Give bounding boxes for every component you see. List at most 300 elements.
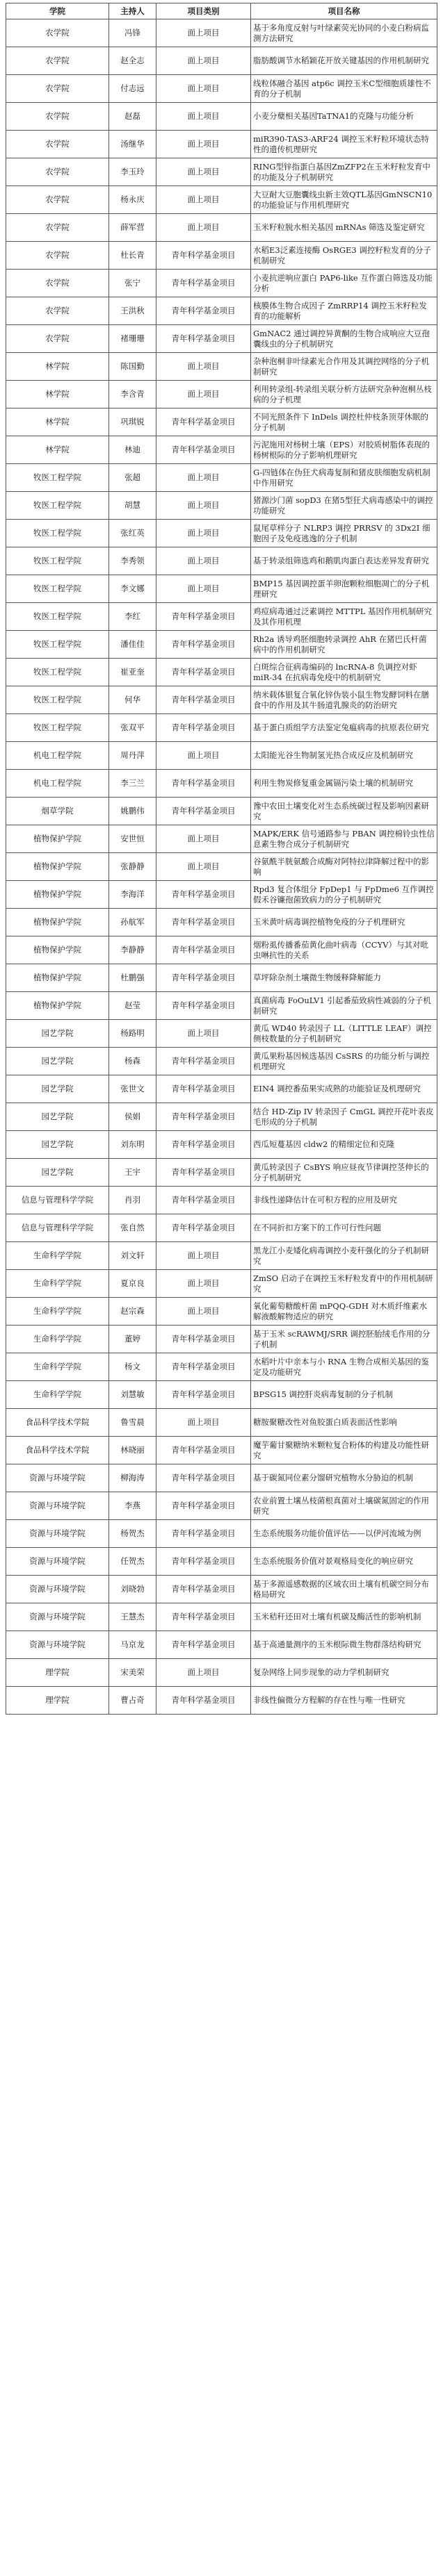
cell-title: MAPK/ERK 信号通路参与 PBAN 调控棉铃虫性信息素生物合成分子机制研究 xyxy=(251,825,437,853)
cell-category: 青年科学基金项目 xyxy=(156,659,251,686)
cell-category: 青年科学基金项目 xyxy=(156,1159,251,1187)
cell-host: 柳海涛 xyxy=(109,1464,156,1492)
cell-title: 谷氨酰半胱氨酸合成酶对阿特拉津降解过程中的影响 xyxy=(251,853,437,881)
cell-host: 张宁 xyxy=(109,270,156,297)
cell-host: 杜长青 xyxy=(109,242,156,270)
cell-college: 生命科学学院 xyxy=(6,1270,109,1298)
header-host: 主持人 xyxy=(109,3,156,19)
cell-host: 李海洋 xyxy=(109,881,156,909)
table-row xyxy=(6,436,437,464)
cell-college: 信息与管理科学学院 xyxy=(6,1187,109,1214)
table-row xyxy=(6,242,437,270)
cell-title: 复杂网络上同步现象的动力学机制研究 xyxy=(251,1659,437,1687)
cell-college: 信息与管理科学学院 xyxy=(6,1214,109,1242)
cell-college: 园艺学院 xyxy=(6,1131,109,1159)
cell-category: 面上项目 xyxy=(156,1020,251,1048)
cell-title: 玉米秸秆还田对土壤有机碳及酶活性的影响机制 xyxy=(251,1603,437,1631)
table-row xyxy=(6,964,437,992)
cell-category: 面上项目 xyxy=(156,131,251,158)
cell-title: 基于玉米 scRAWMJ/SRR 调控胚胎绒毛作用的分子机制 xyxy=(251,1326,437,1353)
cell-category: 青年科学基金项目 xyxy=(156,1576,251,1603)
table-row xyxy=(6,158,437,186)
cell-category: 面上项目 xyxy=(156,1409,251,1437)
cell-category: 面上项目 xyxy=(156,381,251,408)
cell-title: 线粒体融合基因 atp6c 调控玉米C型细胞质雄性不育的分子机制 xyxy=(251,75,437,103)
cell-college: 园艺学院 xyxy=(6,1048,109,1075)
cell-category: 面上项目 xyxy=(156,75,251,103)
table-row xyxy=(6,1103,437,1131)
cell-title: RING型锌指蛋白基因ZmZFP2在玉米籽粒发育中的功能及分子机制研究 xyxy=(251,158,437,186)
table-row xyxy=(6,270,437,297)
cell-category: 面上项目 xyxy=(156,186,251,214)
cell-host: 张世文 xyxy=(109,1075,156,1103)
cell-college: 理学院 xyxy=(6,1659,109,1687)
table-row xyxy=(6,1409,437,1437)
table-row xyxy=(6,103,437,131)
cell-category: 青年科学基金项目 xyxy=(156,1075,251,1103)
table-row xyxy=(6,186,437,214)
cell-college: 牧医工程学院 xyxy=(6,547,109,575)
cell-college: 牧医工程学院 xyxy=(6,714,109,742)
cell-title: Rh2a 诱导鸡胚细胞转录调控 AhR 在猪巴氏杆菌病中的作用机制研究 xyxy=(251,631,437,659)
table-row xyxy=(6,1631,437,1659)
table-row xyxy=(6,1520,437,1548)
cell-title: 太阳能光谷生物制氢光热合成反应及机制研究 xyxy=(251,742,437,770)
table-row xyxy=(6,714,437,742)
cell-category: 青年科学基金项目 xyxy=(156,909,251,936)
cell-college: 农学院 xyxy=(6,19,109,47)
cell-college: 生命科学学院 xyxy=(6,1242,109,1270)
cell-title: 纳米载体银复合氧化锌伪装小鼠生物发酵饲料在膳食中的作用及其牛肠道乳腺炎的防治研究 xyxy=(251,686,437,714)
cell-title: 糖胺聚糖改性对鱼胶蛋白质表面活性影响 xyxy=(251,1409,437,1437)
cell-title: 非线性递降估计在可积方程的应用及研究 xyxy=(251,1187,437,1214)
cell-category: 青年科学基金项目 xyxy=(156,603,251,631)
cell-title: 西瓜短蔓基因 cldw2 的精细定位和克隆 xyxy=(251,1131,437,1159)
cell-host: 夏京良 xyxy=(109,1270,156,1298)
table-row xyxy=(6,547,437,575)
cell-title: 基于转录组筛选鸡和鹅肌肉蛋白表达差异发育研究 xyxy=(251,547,437,575)
cell-host: 杨路明 xyxy=(109,1020,156,1048)
table-row xyxy=(6,1187,437,1214)
cell-host: 刘晓勃 xyxy=(109,1576,156,1603)
cell-title: 豫中农田土壤变化对生态系统碳过程及影响因素研究 xyxy=(251,798,437,825)
cell-host: 李静静 xyxy=(109,936,156,964)
cell-category: 青年科学基金项目 xyxy=(156,770,251,798)
cell-host: 张静静 xyxy=(109,853,156,881)
cell-category: 面上项目 xyxy=(156,742,251,770)
cell-college: 资源与环境学院 xyxy=(6,1520,109,1548)
table-row xyxy=(6,936,437,964)
cell-title: 鼠尾草样分子 NLRP3 调控 PRRSV 的 3Dx2I 细胞因子及免疫逃逸的分子机制 xyxy=(251,520,437,547)
table-row xyxy=(6,1659,437,1687)
cell-title: 氧化葡萄糖酸杆菌 mPQQ-GDH 对木质纤维素水解液酸解物适应的研究 xyxy=(251,1298,437,1326)
table-row xyxy=(6,770,437,798)
cell-college: 资源与环境学院 xyxy=(6,1548,109,1576)
cell-title: 猪源沙门菌 sopD3 在猪5型狂犬病毒感染中的调控功能研究 xyxy=(251,492,437,520)
cell-category: 青年科学基金项目 xyxy=(156,408,251,436)
table-row xyxy=(6,1270,437,1298)
cell-title: 核膜体生物合成因子 ZmRRP14 调控玉米籽粒发育的功能解析 xyxy=(251,297,437,325)
cell-host: 王宇 xyxy=(109,1159,156,1187)
table-row xyxy=(6,659,437,686)
cell-college: 生命科学学院 xyxy=(6,1326,109,1353)
cell-category: 面上项目 xyxy=(156,47,251,75)
cell-category: 青年科学基金项目 xyxy=(156,1464,251,1492)
cell-college: 园艺学院 xyxy=(6,1020,109,1048)
cell-college: 牧医工程学院 xyxy=(6,603,109,631)
cell-host: 付志远 xyxy=(109,75,156,103)
cell-college: 食品科学技术学院 xyxy=(6,1409,109,1437)
cell-host: 王洪秋 xyxy=(109,297,156,325)
table-row xyxy=(6,408,437,436)
cell-title: 基于蛋白质组学方法鉴定兔瘟病毒的抗原表位研究 xyxy=(251,714,437,742)
cell-host: 侯娟 xyxy=(109,1103,156,1131)
cell-host: 李含青 xyxy=(109,381,156,408)
table-row xyxy=(6,1492,437,1520)
cell-category: 面上项目 xyxy=(156,464,251,492)
cell-title: 农业前置土壤丛枝菌根真菌对土壤碳氮固定的作用研究 xyxy=(251,1492,437,1520)
table-row xyxy=(6,325,437,353)
cell-college: 资源与环境学院 xyxy=(6,1464,109,1492)
cell-category: 青年科学基金项目 xyxy=(156,1548,251,1576)
cell-college: 植物保护学院 xyxy=(6,853,109,881)
cell-title: 玉米籽粒脱水相关基因 mRNAs 筛选及鉴定研究 xyxy=(251,214,437,242)
cell-host: 刘慧敏 xyxy=(109,1381,156,1409)
table-row xyxy=(6,75,437,103)
cell-category: 面上项目 xyxy=(156,547,251,575)
cell-host: 刘东明 xyxy=(109,1131,156,1159)
table-row xyxy=(6,825,437,853)
cell-category: 青年科学基金项目 xyxy=(156,270,251,297)
cell-host: 孙航军 xyxy=(109,909,156,936)
cell-category: 青年科学基金项目 xyxy=(156,1687,251,1715)
cell-category: 青年科学基金项目 xyxy=(156,325,251,353)
cell-title: BMP15 基因调控蛋羊卵泡颗粒细胞凋亡的分子机理研究 xyxy=(251,575,437,603)
cell-host: 林迪 xyxy=(109,436,156,464)
cell-title: miR390-TAS3-ARF24 调控玉米籽粒环境状态特性的遗传机理研究 xyxy=(251,131,437,158)
cell-college: 生命科学学院 xyxy=(6,1353,109,1381)
cell-title: 基于碳氮同位素分馏研究植物水分胁迫的机制 xyxy=(251,1464,437,1492)
cell-title: ZmSO 启动子在调控玉米籽粒发育中的作用机制研究 xyxy=(251,1270,437,1298)
cell-college: 农学院 xyxy=(6,186,109,214)
header-category: 项目类别 xyxy=(156,3,251,19)
cell-college: 林学院 xyxy=(6,381,109,408)
cell-host: 李秀领 xyxy=(109,547,156,575)
cell-host: 赵磊 xyxy=(109,103,156,131)
cell-college: 牧医工程学院 xyxy=(6,575,109,603)
cell-host: 陈国勤 xyxy=(109,353,156,381)
table-row xyxy=(6,992,437,1020)
cell-title: 非线性偏微分方程解的存在性与唯一性研究 xyxy=(251,1687,437,1715)
cell-college: 林学院 xyxy=(6,436,109,464)
table-row xyxy=(6,131,437,158)
cell-college: 林学院 xyxy=(6,353,109,381)
cell-host: 周丹萍 xyxy=(109,742,156,770)
table-row xyxy=(6,1576,437,1603)
cell-title: 玉米黄叶病毒调控植物免疫的分子机理研究 xyxy=(251,909,437,936)
cell-college: 植物保护学院 xyxy=(6,881,109,909)
cell-category: 面上项目 xyxy=(156,520,251,547)
cell-category: 面上项目 xyxy=(156,853,251,881)
cell-title: 在不同折扣方案下的工作可行性问题 xyxy=(251,1214,437,1242)
cell-college: 牧医工程学院 xyxy=(6,686,109,714)
cell-college: 生命科学学院 xyxy=(6,1298,109,1326)
cell-category: 青年科学基金项目 xyxy=(156,631,251,659)
cell-title: 黄瓜转录因子 CsBYS 响应昼夜节律调控茎伸长的分子机制研究 xyxy=(251,1159,437,1187)
cell-category: 青年科学基金项目 xyxy=(156,992,251,1020)
header-college: 学院 xyxy=(6,3,109,19)
cell-college: 牧医工程学院 xyxy=(6,520,109,547)
cell-host: 巩琪锐 xyxy=(109,408,156,436)
cell-host: 杨贺杰 xyxy=(109,1520,156,1548)
cell-category: 面上项目 xyxy=(156,214,251,242)
table-row xyxy=(6,853,437,881)
table-row xyxy=(6,1381,437,1409)
table-row xyxy=(6,520,437,547)
cell-category: 青年科学基金项目 xyxy=(156,964,251,992)
table-row xyxy=(6,881,437,909)
cell-college: 资源与环境学院 xyxy=(6,1603,109,1631)
cell-college: 农学院 xyxy=(6,270,109,297)
cell-title: 生态系统服务功能价值评估——以伊河流域为例 xyxy=(251,1520,437,1548)
table-row xyxy=(6,381,437,408)
cell-title: 基于高通量测序的玉米根际微生物群落结构研究 xyxy=(251,1631,437,1659)
cell-college: 园艺学院 xyxy=(6,1103,109,1131)
table-row xyxy=(6,297,437,325)
cell-host: 杜鹏强 xyxy=(109,964,156,992)
table-row xyxy=(6,1048,437,1075)
table-row xyxy=(6,798,437,825)
cell-college: 农学院 xyxy=(6,242,109,270)
cell-college: 园艺学院 xyxy=(6,1075,109,1103)
cell-category: 面上项目 xyxy=(156,353,251,381)
cell-host: 王慧杰 xyxy=(109,1603,156,1631)
cell-category: 青年科学基金项目 xyxy=(156,1048,251,1075)
cell-category: 面上项目 xyxy=(156,575,251,603)
cell-host: 张红英 xyxy=(109,520,156,547)
cell-college: 牧医工程学院 xyxy=(6,659,109,686)
cell-host: 曹占奇 xyxy=(109,1687,156,1715)
table-row xyxy=(6,1298,437,1326)
cell-title: 白斑综合征病毒编码的 lncRNA-8 负调控对虾 miR-34 在抗病毒免疫中的机制研究 xyxy=(251,659,437,686)
cell-college: 资源与环境学院 xyxy=(6,1576,109,1603)
cell-host: 鲁雪晨 xyxy=(109,1409,156,1437)
cell-college: 农学院 xyxy=(6,158,109,186)
table-row xyxy=(6,1353,437,1381)
table-row xyxy=(6,1437,437,1464)
cell-host: 赵莹 xyxy=(109,992,156,1020)
cell-host: 褚珊珊 xyxy=(109,325,156,353)
table-row xyxy=(6,686,437,714)
cell-college: 牧医工程学院 xyxy=(6,464,109,492)
cell-title: 污泥施用对杨树土壤（EPS）对胶质树脂体表现的杨树根际的分子影响机理研究 xyxy=(251,436,437,464)
cell-host: 姚鹏伟 xyxy=(109,798,156,825)
cell-host: 马京龙 xyxy=(109,1631,156,1659)
cell-category: 青年科学基金项目 xyxy=(156,1492,251,1520)
cell-category: 面上项目 xyxy=(156,1242,251,1270)
cell-title: 黄瓜 WD40 转录因子 LL（LITTLE LEAF）调控侧枝数量的分子机制研究 xyxy=(251,1020,437,1048)
cell-title: G-四链体在伪狂犬病毒复制和猪皮肤细胞发病机制中作用研究 xyxy=(251,464,437,492)
cell-title: 大豆耐大豆胞囊线虫新主效QTL基因GmNSCN10的功能验证与作用机理研究 xyxy=(251,186,437,214)
table-row xyxy=(6,1603,437,1631)
table-row xyxy=(6,1131,437,1159)
cell-title: 烟粉虱传播番茄黄化曲叶病毒（CCYV）与其对吡虫啉抗性的关系 xyxy=(251,936,437,964)
cell-title: 不同光照条件下 InDels 调控杜仲枝条顶芽休眠的分子机制 xyxy=(251,408,437,436)
cell-title: Rpd3 复合体组分 FpDep1 与 FpDme6 互作调控假禾谷镰孢菌致病力的分子机制研究 xyxy=(251,881,437,909)
table-body xyxy=(6,19,437,1715)
cell-title: 水稻E3泛素连接酶 OsRGE3 调控籽粒发育的分子机制研究 xyxy=(251,242,437,270)
cell-college: 农学院 xyxy=(6,103,109,131)
table-row xyxy=(6,742,437,770)
cell-category: 青年科学基金项目 xyxy=(156,1187,251,1214)
cell-host: 杨永庆 xyxy=(109,186,156,214)
cell-host: 刘文轩 xyxy=(109,1242,156,1270)
table-row xyxy=(6,1687,437,1715)
cell-category: 面上项目 xyxy=(156,158,251,186)
cell-title: 结合 HD-Zip IV 转录因子 CmGL 调控开花叶表皮毛形成的分子机制 xyxy=(251,1103,437,1131)
cell-college: 农学院 xyxy=(6,75,109,103)
cell-category: 青年科学基金项目 xyxy=(156,1603,251,1631)
table-row xyxy=(6,1159,437,1187)
cell-host: 李文娜 xyxy=(109,575,156,603)
cell-category: 青年科学基金项目 xyxy=(156,242,251,270)
cell-host: 任贺杰 xyxy=(109,1548,156,1576)
cell-host: 杨文 xyxy=(109,1353,156,1381)
cell-host: 汤继华 xyxy=(109,131,156,158)
cell-category: 青年科学基金项目 xyxy=(156,1326,251,1353)
cell-college: 机电工程学院 xyxy=(6,770,109,798)
cell-category: 青年科学基金项目 xyxy=(156,1437,251,1464)
cell-college: 植物保护学院 xyxy=(6,992,109,1020)
cell-title: 杂种泡桐非叶绿素光合作用及其调控网络的分子机制研究 xyxy=(251,353,437,381)
cell-college: 农学院 xyxy=(6,131,109,158)
cell-title: 利用转录组-转录组关联分析方法研究杂种泡桐丛枝病的分子机理 xyxy=(251,381,437,408)
cell-host: 李燕 xyxy=(109,1492,156,1520)
cell-title: 脂肪酸调节水稻颖花开放关键基因的作用机制研究 xyxy=(251,47,437,75)
table-row xyxy=(6,603,437,631)
cell-category: 面上项目 xyxy=(156,1298,251,1326)
cell-college: 机电工程学院 xyxy=(6,742,109,770)
cell-title: 真菌病毒 FoOuLV1 引起番茄致病性减弱的分子机制研究 xyxy=(251,992,437,1020)
cell-host: 冯锋 xyxy=(109,19,156,47)
table-row xyxy=(6,464,437,492)
header-row xyxy=(6,3,437,19)
cell-college: 资源与环境学院 xyxy=(6,1492,109,1520)
cell-category: 青年科学基金项目 xyxy=(156,1381,251,1409)
cell-college: 农学院 xyxy=(6,325,109,353)
cell-title: 水稻叶片中亲本与小 RNA 生物合成相关基因的鉴定及功能研究 xyxy=(251,1353,437,1381)
cell-category: 青年科学基金项目 xyxy=(156,714,251,742)
table-row xyxy=(6,1326,437,1353)
cell-category: 青年科学基金项目 xyxy=(156,798,251,825)
cell-host: 薛军营 xyxy=(109,214,156,242)
cell-host: 崔亚奎 xyxy=(109,659,156,686)
cell-college: 农学院 xyxy=(6,214,109,242)
cell-category: 青年科学基金项目 xyxy=(156,1631,251,1659)
table-row xyxy=(6,19,437,47)
cell-title: 基于多源遥感数据的区域农田土壤有机碳空间分布格局研究 xyxy=(251,1576,437,1603)
cell-host: 宋美荣 xyxy=(109,1659,156,1687)
cell-college: 园艺学院 xyxy=(6,1159,109,1187)
table-row xyxy=(6,1242,437,1270)
table-row xyxy=(6,47,437,75)
cell-title: 基于多角度反射与叶绿素荧光协同的小麦白粉病监测方法研究 xyxy=(251,19,437,47)
cell-host: 李红 xyxy=(109,603,156,631)
cell-title: BPSG15 调控肝炎病毒复制的分子机制 xyxy=(251,1381,437,1409)
table-row xyxy=(6,575,437,603)
cell-title: 小麦分蘖相关基因TaTNA1的克隆与功能分析 xyxy=(251,103,437,131)
cell-college: 农学院 xyxy=(6,297,109,325)
cell-host: 肖羽 xyxy=(109,1187,156,1214)
cell-title: 魔芋葡甘聚糖纳米颗粒复合粉体的构建及功能性研究 xyxy=(251,1437,437,1464)
cell-title: 黑龙江小麦矮化病毒调控小麦秆强化的分子机制研究 xyxy=(251,1242,437,1270)
cell-category: 面上项目 xyxy=(156,1659,251,1687)
cell-college: 牧医工程学院 xyxy=(6,492,109,520)
table-row xyxy=(6,909,437,936)
table-row xyxy=(6,353,437,381)
table-row xyxy=(6,1464,437,1492)
cell-host: 杨森 xyxy=(109,1048,156,1075)
cell-category: 面上项目 xyxy=(156,19,251,47)
cell-category: 面上项目 xyxy=(156,492,251,520)
cell-host: 张超 xyxy=(109,464,156,492)
cell-college: 林学院 xyxy=(6,408,109,436)
cell-college: 食品科学技术学院 xyxy=(6,1437,109,1464)
cell-category: 面上项目 xyxy=(156,1270,251,1298)
table-row xyxy=(6,1075,437,1103)
project-table xyxy=(6,3,437,1715)
cell-title: 黄瓜果粉基因候选基因 CsSRS 的功能分析与调控机理研究 xyxy=(251,1048,437,1075)
cell-host: 林晓丽 xyxy=(109,1437,156,1464)
cell-title: EIN4 调控番茄果实成熟的功能验证及机理研究 xyxy=(251,1075,437,1103)
cell-category: 青年科学基金项目 xyxy=(156,1214,251,1242)
cell-host: 张双平 xyxy=(109,714,156,742)
cell-host: 张自然 xyxy=(109,1214,156,1242)
cell-host: 潘佳佳 xyxy=(109,631,156,659)
table-row xyxy=(6,631,437,659)
cell-host: 李三兰 xyxy=(109,770,156,798)
cell-college: 植物保护学院 xyxy=(6,825,109,853)
cell-host: 安世恒 xyxy=(109,825,156,853)
cell-category: 青年科学基金项目 xyxy=(156,881,251,909)
table-row xyxy=(6,1020,437,1048)
table-row xyxy=(6,492,437,520)
cell-college: 资源与环境学院 xyxy=(6,1631,109,1659)
cell-category: 青年科学基金项目 xyxy=(156,436,251,464)
cell-college: 植物保护学院 xyxy=(6,936,109,964)
cell-college: 烟草学院 xyxy=(6,798,109,825)
cell-title: 鸡痘病毒通过泛素调控 MTTPL 基因作用机制研究及其作用机理 xyxy=(251,603,437,631)
cell-category: 面上项目 xyxy=(156,825,251,853)
cell-host: 何华 xyxy=(109,686,156,714)
cell-category: 青年科学基金项目 xyxy=(156,1353,251,1381)
cell-college: 生命科学学院 xyxy=(6,1381,109,1409)
cell-host: 赵宗森 xyxy=(109,1298,156,1326)
cell-title: 利用生物炭修复重金属镉污染土壤的机制研究 xyxy=(251,770,437,798)
cell-college: 植物保护学院 xyxy=(6,964,109,992)
table-row xyxy=(6,214,437,242)
cell-college: 植物保护学院 xyxy=(6,909,109,936)
cell-title: 草坪除杂剂土壤微生物缓释降解能力 xyxy=(251,964,437,992)
cell-host: 董婷 xyxy=(109,1326,156,1353)
header-title: 项目名称 xyxy=(251,3,437,19)
cell-college: 牧医工程学院 xyxy=(6,631,109,659)
table-row xyxy=(6,1548,437,1576)
cell-category: 青年科学基金项目 xyxy=(156,1520,251,1548)
cell-host: 赵全志 xyxy=(109,47,156,75)
cell-title: 生态系统服务价值对景观格局变化的响应研究 xyxy=(251,1548,437,1576)
cell-category: 青年科学基金项目 xyxy=(156,297,251,325)
